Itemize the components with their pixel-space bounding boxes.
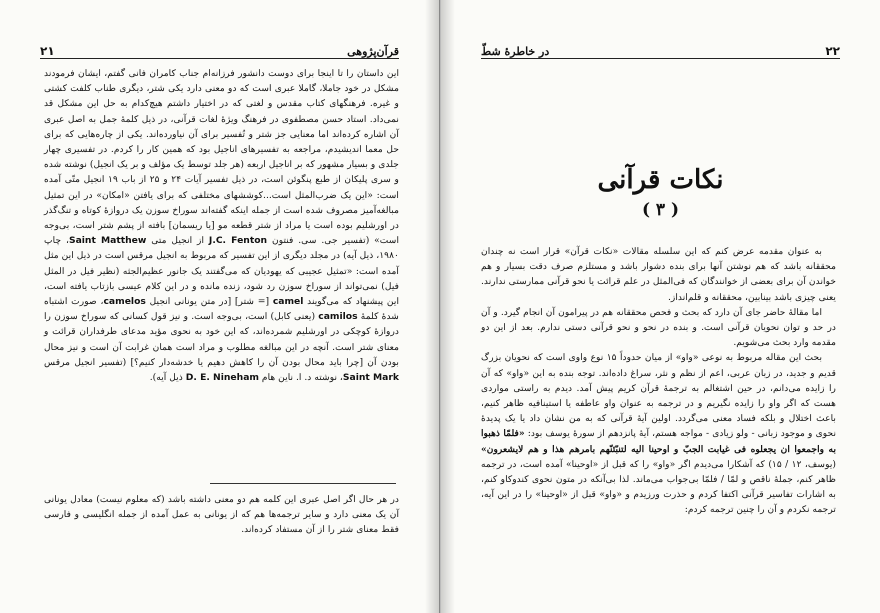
gutter-shadow xyxy=(425,0,439,613)
right-page xyxy=(440,0,880,613)
running-head: قرآن‌پژوهی xyxy=(347,45,399,58)
running-head: در خاطرهٔ شطّ xyxy=(481,45,550,58)
text-span: ، چاپ ۱۹۸۰، ذیل آیه) در مجلد دیگری از این تفسیر که مربوط به انجیل مرقس است در ذیل این مثل آمده است: «تمثیل عجیبی که یهودیان که می‌گفتند یک جانور عظیم‌الجثه (نظیر فیل در المثل فیل) نمی‌تواند از سوراخ سوزن رد شود، زنده مانده و در این کلام عیسی بازتاب یافته است، این پیشنهاد که می‌گویند xyxy=(44,235,400,308)
text-span: این داستان را تا اینجا برای دوست دانشور فرزانه‌ام جناب کامران فانی گفتم، ایشان فرمودند مشکل در خود جاملا، گاملا عبری است که دو معنی دارد یکی شتر، دیگری طناب کلفت کشتی و غیره. فرهنگهای کتاب مقدس و لغتی که در اختیار داشتم هیچ‌کدام به حل این مشکل قد نمی‌داد. استاد حسن مصطفوی در فرهنگ ویژهٔ لغات قرآنی، در ذیل کلمهٔ جمل به اصل عبری آن اشاره کرده‌اند اما معنایی جز شتر و تُفسیر برای آن نیاورده‌اند. یکی از چاره‌هایی که برای حل معما اندیشیدم، مراجعه به تفسیرهای اناجیل بود که همین کار را کردم. در تفسیری چهار جلدی و بسیار مشهور که بر اناجیل اربعه (هر جلد توسط یک مؤلف و بر یک انجیل) نوشته شده و سری پلیکان از طبع پنگوئن است، در ذیل تفسیر آیات ۲۴ و ۲۵ از باب ۱۹ انجیل متّی آمده است: «این یک ضرب‌المثل است...کوششهای مختلفی که برای یافتن «امکان» در این تمثیل مبالغه‌آمیز مصروف شده است از جمله اینکه گفته‌اند سوراخ سوزن یک دروازهٔ کوتاه و تنگ‌گذر در اورشلیم بوده است یا مراد از شتر قطعه مو [یا ریسمان] بافته از پشم شتر است، بی‌وجه است» (تفسیر جی. سی. فنتون xyxy=(44,68,400,247)
paragraph: به عنوان مقدمه عرض کنم که این سلسله مقالات «نکات قرآن» قرار است نه چندان محققانه باشد که هم نوشتن آنها برای بنده دشوار باشد و مستلزم صرف دقت بسیار و هم خواندن آن برای بعضی از خوانندگان که فی‌المثل در علم قرائت یا نحو قرآنی ممارستی ندارند. یعنی چیزی باشد بینابین، محققانه و قلم‌انداز. xyxy=(481,246,836,303)
divider xyxy=(210,483,396,484)
article-title: نکات قرآنی xyxy=(597,165,724,195)
latin-term-camelos: camelos xyxy=(103,296,146,308)
text-span: ، نوشته د. ا. ناین هام xyxy=(261,372,343,384)
right-page-header xyxy=(481,38,840,59)
text-span: (یوسف، ۱۲ / ۱۵) که آشکارا می‌دیدم اگر «واو» را که قبل از «اوحینا» آمده است، در ترجمه ظاهر کنم، جملهٔ ناقص و لمّا / فلمّا بی‌جواب می‌ماند. لذا بی‌آنکه در متون نحوی کندوکاو کنم، به اشارات تفاسیر قرآنی اکتفا کردم و حذرت ورزیدم و «واو» قبل از «اوحینا» را در این آیه، ترجمه نکردم و آن را چنین ترجمه کردم: xyxy=(481,458,836,516)
paragraph xyxy=(481,350,836,517)
latin-term-matthew: Saint Matthew xyxy=(68,235,147,247)
latin-term-nineham: D. E. Nineham xyxy=(185,372,259,384)
text-span: ذیل آیه). xyxy=(149,372,183,384)
latin-term-camel: camel xyxy=(272,296,304,308)
latin-term-fenton: J.C. Fenton xyxy=(208,235,268,247)
quran-verse: «فلمّا ذهبوا به واجمعوا ان یجعلوه فی غیابت الجبّ و اوحینا الیه لتنبّئنّهم بامرهم هذا و هم لایشعرون» xyxy=(481,428,836,455)
left-page-closing xyxy=(44,492,399,538)
text-span: (یعنی کابل) است، بی‌وجه است. و نیز قول کسانی که سوراخ سوزن را دروازهٔ کوچکی در اورشلیم شمرده‌اند، که این خود به نحوی مؤید مدعای طرفداران قرائت و معنای شتر است. آنچه در این مبالغه مطلوب و مراد است همان غرابت آن است و نیز محال بودن آن [چرا باید محال بودن آن را کاهش دهیم یا خدشه‌دار کنیم؟] (تفسیر انجیل مرقس xyxy=(44,311,399,368)
text-span: ، صورت اشتباه شدهٔ کلمهٔ xyxy=(44,296,399,323)
paragraph xyxy=(44,66,399,385)
latin-term-mark: Saint Mark xyxy=(342,372,399,384)
paragraph: در هر حال اگر اصل عبری این کلمه هم دو معنی داشته باشد (که معلوم نیست) معادل یونانی آن یک معنی دارد و سایر ترجمه‌ها هم که از یونانی به عمل آمده از جمله انگلیسی و فارسی فقط معنای شتر را از آن مستفاد کرده‌اند. xyxy=(44,494,399,536)
text-span: بحث این مقاله مربوط به نوعی «واو» از میان حدوداً ۱۵ نوع واوی است که نحویان بزرگ قدیم و جدید، در زبان عربی، اعم از نظم و نثر، سراغ داده‌اند. توجه بنده به این «واو» که آن را زایده می‌دانم، در حین اشتغالم به ترجمهٔ قرآن کریم پیش آمد. دیدم به راستی مواردی هست که اگر واو را زایده نگیریم و در ترجمه به عنوان واو عاطفه یا استینافیه ظاهر کنیم، باعث اختلال و بلکه فساد معنی می‌گردد. اولین آیهٔ قرآنی که به من نشان داد یا یک پدیدهٔ نحوی و موجود زبانی - ولو زیادی - مواجه هستم، آیهٔ پانزدهم از سورهٔ یوسف بود: xyxy=(481,352,837,440)
text-span: از انجیل متی xyxy=(151,235,205,247)
article-part-number: ( ۳ ) xyxy=(641,200,680,220)
left-page-header xyxy=(40,38,399,59)
right-page-body xyxy=(481,244,836,518)
paragraph: اما مقالهٔ حاضر جای آن دارد که بحث و فحص محققانه هم در پیرامون آن انجام گیرد. و آن در حد و توان نحویان قرآنی است. و بنده در نحو و نحو قرآنی دستی ندارم. بعد از این دو مقدمه وارد بحث می‌شویم. xyxy=(481,306,836,349)
text-span: [= شتر] [در متن یونانی انجیل xyxy=(149,296,270,308)
page-number: ۲۲ xyxy=(825,44,840,58)
page-number: ۲۱ xyxy=(40,44,55,58)
latin-term-camilos: camilos xyxy=(318,311,358,323)
left-page-body xyxy=(44,66,399,385)
gutter-shadow xyxy=(441,0,455,613)
